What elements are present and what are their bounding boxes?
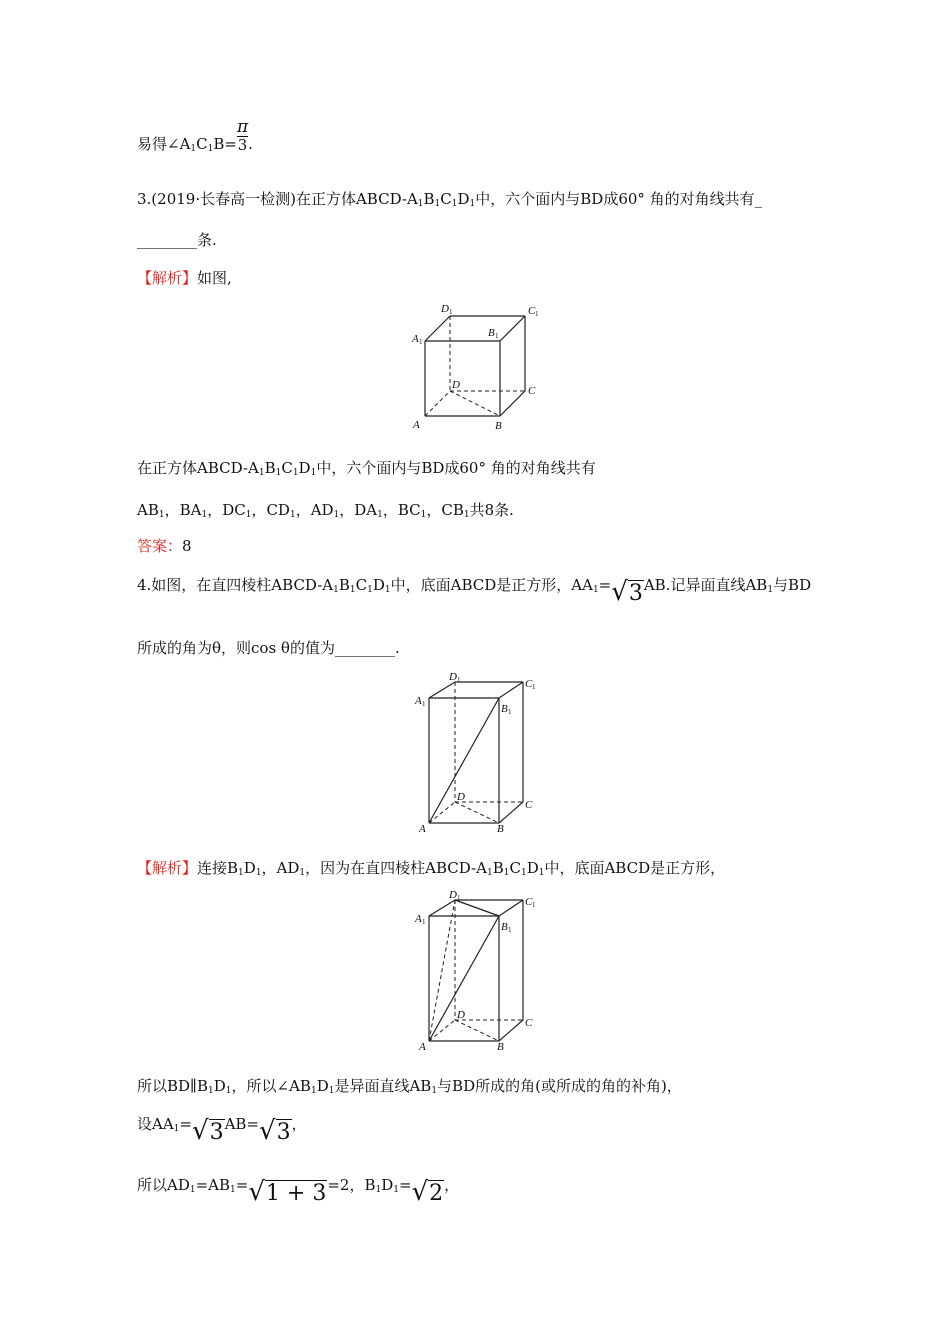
fraction-pi-over-3: $\frac{\pi}{3}$: [236, 116, 249, 154]
label-C1: C: [525, 678, 533, 690]
question-4-cont: 所成的角为θ，则cos θ的值为________.: [137, 639, 400, 657]
label-B: B: [497, 1041, 504, 1053]
sqrt-3: √3: [191, 1116, 224, 1146]
label-B1: B: [501, 921, 508, 933]
label-D: D: [457, 1009, 465, 1021]
label-D1: D: [441, 303, 449, 315]
text-line-angle: 易得$\angle A_1C_1B=$ $\frac{\pi}{3}$ .: [137, 116, 253, 154]
label-B1: B: [488, 327, 495, 339]
label-A: A: [419, 1041, 426, 1053]
label-C1: C: [528, 305, 536, 317]
analysis-4-angle: 所以$BD\parallel B_1D_1$，所以$\angle AB_1D_1$是异面直线$AB_1$与BD所成的角(或所成的角的补角)，: [137, 1077, 682, 1096]
svg-text:1: 1: [422, 918, 426, 926]
label-D1: D: [449, 671, 457, 683]
prism-figure: [405, 670, 555, 835]
label-A: A: [419, 823, 426, 835]
label-B: B: [495, 420, 502, 432]
svg-text:1: 1: [535, 310, 539, 318]
label-A: A: [413, 419, 420, 431]
svg-text:1: 1: [449, 308, 453, 316]
label-D: D: [452, 379, 460, 391]
label-C: C: [525, 799, 533, 811]
label-D: D: [457, 791, 465, 803]
label-A1: A: [415, 695, 422, 707]
label-C: C: [528, 385, 536, 397]
label-A1: A: [415, 913, 422, 925]
sqrt-1-plus-3: √1 + 3: [248, 1177, 327, 1207]
answer-3: 答案：8: [137, 537, 192, 555]
analysis-3-text: 在正方体ABCD-$A_1B_1C_1D_1$中，六个面内与BD成60° 角的对角线共有: [137, 459, 596, 478]
question-4: 4.如图，在直四棱柱ABCD-$A_1B_1C_1D_1$中，底面ABCD是正方形，$AA_1=√3AB$.记异面直线$AB_1$与BD: [137, 576, 812, 607]
svg-text:1: 1: [457, 676, 461, 684]
prism-triangle-figure: [405, 888, 555, 1053]
label-C: C: [525, 1017, 533, 1029]
analysis-4-set: 设$AA_1=√3AB=√3$，: [137, 1115, 307, 1146]
question-3-blank: ________条.: [137, 231, 217, 249]
svg-text:1: 1: [495, 332, 499, 340]
svg-text:1: 1: [457, 894, 461, 902]
label-C1: C: [525, 896, 533, 908]
label-B: B: [497, 823, 504, 835]
sqrt-3: √3: [259, 1116, 291, 1146]
cube-figure: [405, 300, 555, 435]
analysis-4-head: 【解析】连接$B_1D_1$，$AD_1$，因为在直四棱柱ABCD-$A_1B_1C_1D_1$中，底面ABCD是正方形，: [137, 859, 726, 878]
label-B1: B: [501, 703, 508, 715]
svg-text:1: 1: [532, 901, 536, 909]
sqrt-3: √3: [611, 577, 643, 607]
label-A1: A: [412, 333, 419, 345]
sqrt-2: √2: [411, 1177, 444, 1207]
svg-text:1: 1: [508, 708, 512, 716]
analysis-3-list: $AB_1$，$BA_1$，$DC_1$，$CD_1$，$AD_1$，$DA_1$，$BC_1$，$CB_1$共8条.: [137, 501, 514, 520]
svg-text:1: 1: [419, 338, 423, 346]
label-D1: D: [449, 889, 457, 901]
question-3: 3.(2019·长春高一检测)在正方体ABCD-$A_1B_1C_1D_1$中，六个面内与BD成60° 角的对角线共有_: [137, 190, 763, 209]
svg-text:1: 1: [532, 683, 536, 691]
svg-text:1: 1: [422, 700, 426, 708]
svg-text:1: 1: [508, 926, 512, 934]
analysis-3-head: 【解析】如图,: [137, 269, 232, 287]
analysis-4-lengths: 所以$AD_1=AB_1=√1 + 3=2$，$B_1D_1=√2$，: [137, 1176, 460, 1207]
